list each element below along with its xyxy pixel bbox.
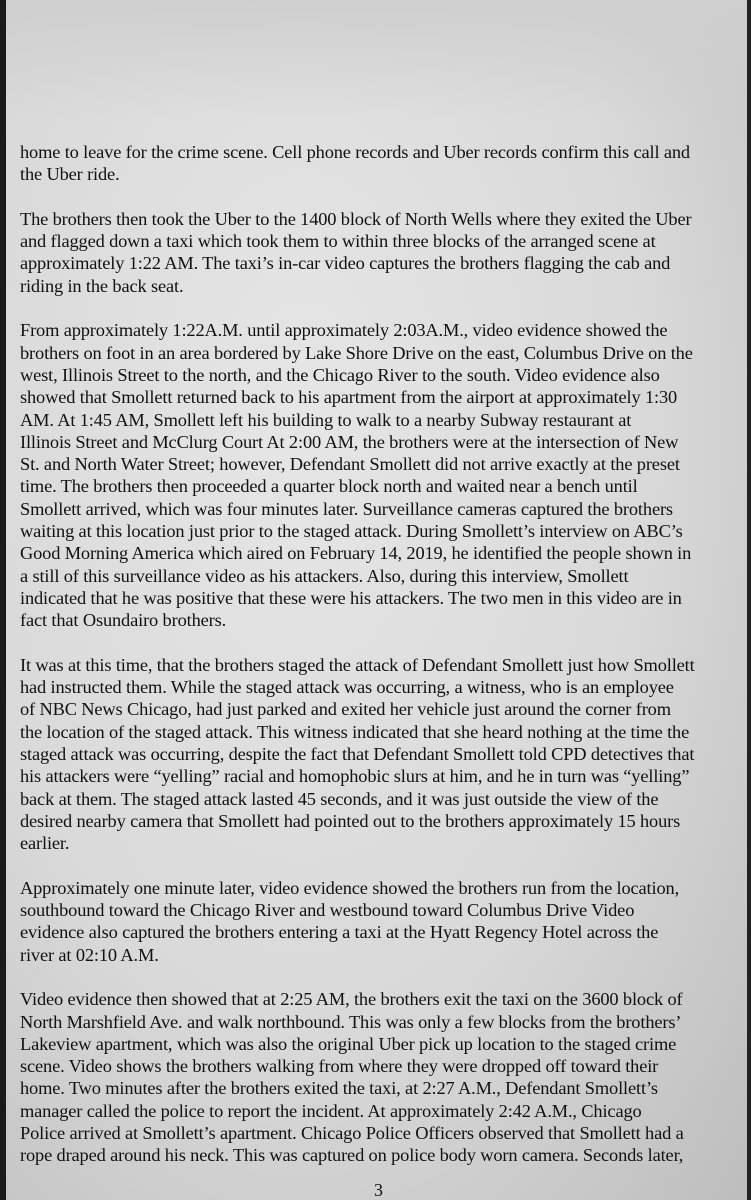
text-line: time. The brothers then proceeded a quarter block north and waited near a bench until: [20, 476, 638, 497]
paragraph: [20, 319, 732, 631]
text-line: Police arrived at Smollett’s apartment. Chicago Police Officers observed that Smollett had a: [20, 1123, 684, 1144]
text-line: west, Illinois Street to the north, and the Chicago River to the south. Video evidence also: [20, 364, 660, 385]
paragraph: [20, 877, 732, 966]
text-line: back at them. The staged attack lasted 45 seconds, and it was just outside the view of the: [20, 788, 659, 809]
text-line: his attackers were “yelling” racial and homophobic slurs at him, and he in turn was “yelling”: [20, 766, 690, 787]
text-line: indicated that he was positive that these were his attackers. The two men in this video are in: [20, 587, 682, 608]
text-line: scene. Video shows the brothers walking from where they were dropped off toward their: [20, 1056, 659, 1077]
text-line: southbound toward the Chicago River and westbound toward Columbus Drive Video: [20, 900, 635, 921]
text-line: river at 02:10 A.M.: [20, 944, 159, 965]
text-line: of NBC News Chicago, had just parked and exited her vehicle just around the corner from: [20, 699, 671, 720]
page-number: 3: [374, 1180, 383, 1200]
text-line: earlier.: [20, 833, 70, 854]
text-line: Good Morning America which aired on February 14, 2019, he identified the people shown in: [20, 543, 692, 564]
text-line: the Uber ride.: [20, 164, 120, 185]
text-line: home to leave for the crime scene. Cell phone records and Uber records confirm this call and: [20, 142, 690, 162]
text-line: brothers on foot in an area bordered by Lake Shore Drive on the east, Columbus Drive on the: [20, 342, 693, 363]
text-line: the location of the staged attack. This witness indicated that she heard nothing at the time the: [20, 721, 690, 742]
text-line: waiting at this location just prior to the staged attack. During Smollett’s interview on ABC’s: [20, 521, 683, 542]
text-line: Lakeview apartment, which was also the original Uber pick up location to the staged crime: [20, 1033, 677, 1054]
text-line: St. and North Water Street; however, Defendant Smollett did not arrive exactly at the preset: [20, 454, 680, 475]
text-line: rope draped around his neck. This was captured on police body worn camera. Seconds later,: [20, 1145, 684, 1166]
page-margin-top: [6, 0, 747, 120]
text-line: Illinois Street and McClurg Court At 2:00 AM, the brothers were at the intersection of New: [20, 431, 679, 452]
text-line: It was at this time, that the brothers staged the attack of Defendant Smollett just how Smollett: [20, 654, 695, 675]
text-line: AM. At 1:45 AM, Smollett left his building to walk to a nearby Subway restaurant at: [20, 409, 632, 430]
text-line: home. Two minutes after the brothers exited the taxi, at 2:27 A.M., Defendant Smollett’s: [20, 1078, 658, 1099]
paragraph: [20, 988, 732, 1166]
text-line: showed that Smollett returned back to his apartment from the airport at approximately 1:30: [20, 387, 678, 408]
text-line: North Marshfield Ave. and walk northbound. This was only a few blocks from the brothers’: [20, 1011, 682, 1032]
text-line: Video evidence then showed that at 2:25 AM, the brothers exit the taxi on the 3600 block of: [20, 989, 683, 1010]
paragraph: [20, 141, 732, 186]
text-line: Smollett arrived, which was four minutes later. Surveillance cameras captured the brothers: [20, 498, 673, 519]
text-line: From approximately 1:22A.M. until approximately 2:03A.M., video evidence showed the: [20, 320, 668, 341]
text-line: and flagged down a taxi which took them to within three blocks of the arranged scene at: [20, 231, 656, 252]
text-line: desired nearby camera that Smollett had pointed out to the brothers approximately 15 hours: [20, 810, 681, 831]
text-line: a still of this surveillance video as his attackers. Also, during this interview, Smollett: [20, 565, 629, 586]
text-line: had instructed them. While the staged attack was occurring, a witness, who is an employee: [20, 677, 674, 698]
text-line: Approximately one minute later, video evidence showed the brothers run from the location,: [20, 877, 680, 898]
text-line: staged attack was occurring, despite the fact that Defendant Smollett told CPD detectives that: [20, 744, 695, 765]
text-line: approximately 1:22 AM. The taxi’s in-car video captures the brothers flagging the cab and: [20, 253, 671, 274]
document-body: [20, 141, 732, 1189]
text-line: evidence also captured the brothers entering a taxi at the Hyatt Regency Hotel across the: [20, 922, 659, 943]
paragraph: [20, 208, 732, 297]
text-line: fact that Osundairo brothers.: [20, 610, 227, 631]
text-line: riding in the back seat.: [20, 275, 184, 296]
text-line: The brothers then took the Uber to the 1400 block of North Wells where they exited the Uber: [20, 208, 692, 229]
text-line: manager called the police to report the incident. At approximately 2:42 A.M., Chicago: [20, 1100, 642, 1121]
paragraph: [20, 654, 732, 855]
